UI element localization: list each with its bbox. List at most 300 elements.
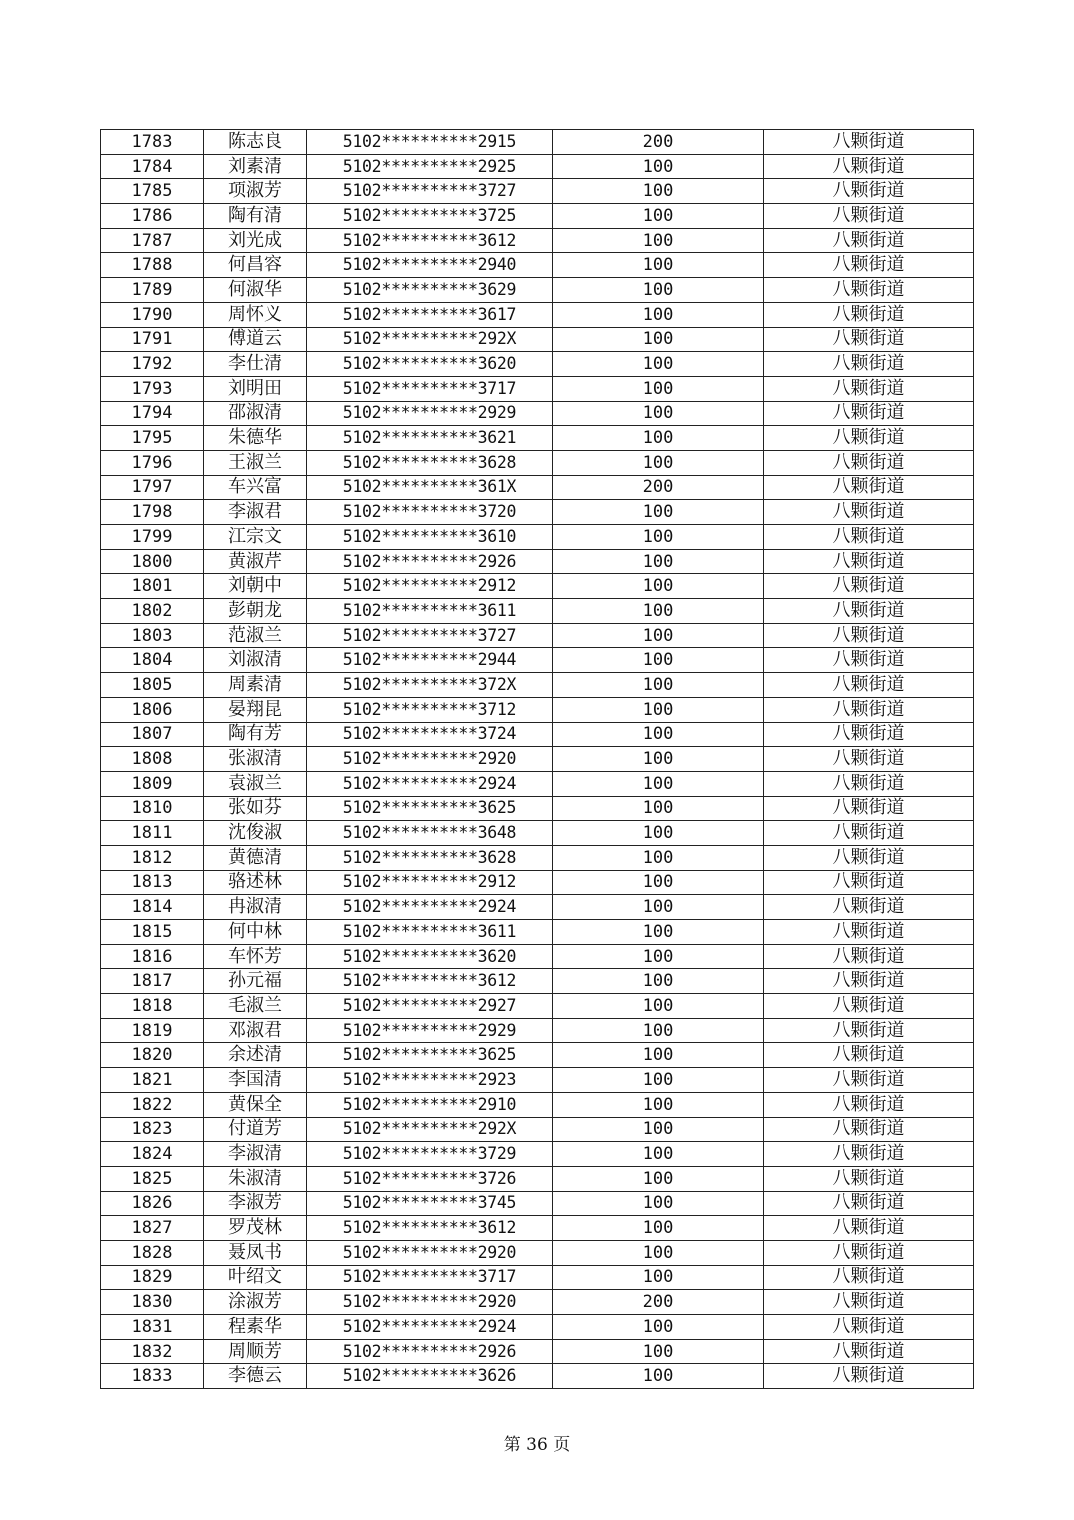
street-cell: 八颗街道 [764,376,974,401]
street-cell: 八颗街道 [764,994,974,1019]
table-row [101,1166,974,1191]
street-cell: 八颗街道 [764,450,974,475]
amount-cell: 100 [553,179,764,204]
street-cell: 八颗街道 [764,475,974,500]
street-cell: 八颗街道 [764,179,974,204]
roster-table [100,129,974,1389]
id-number-cell: 5102**********3621 [307,426,553,451]
serial-number-cell: 1818 [101,994,204,1019]
serial-number-cell: 1792 [101,352,204,377]
id-number-cell: 5102**********3620 [307,944,553,969]
name-cell: 聂凤书 [204,1240,307,1265]
street-cell: 八颗街道 [764,130,974,155]
table-row [101,1092,974,1117]
name-cell: 晏翔昆 [204,697,307,722]
name-cell: 李淑芳 [204,1191,307,1216]
name-cell: 朱德华 [204,426,307,451]
amount-cell: 100 [553,821,764,846]
serial-number-cell: 1803 [101,623,204,648]
name-cell: 付道芳 [204,1117,307,1142]
roster-table-body [101,130,974,1389]
id-number-cell: 5102**********3729 [307,1142,553,1167]
name-cell: 黄淑芹 [204,549,307,574]
table-row [101,599,974,624]
name-cell: 刘明田 [204,376,307,401]
name-cell: 程素华 [204,1315,307,1340]
id-number-cell: 5102**********2920 [307,747,553,772]
table-row [101,895,974,920]
table-row [101,1142,974,1167]
serial-number-cell: 1809 [101,771,204,796]
serial-number-cell: 1791 [101,327,204,352]
amount-cell: 100 [553,327,764,352]
serial-number-cell: 1797 [101,475,204,500]
amount-cell: 100 [553,352,764,377]
amount-cell: 100 [553,673,764,698]
street-cell: 八颗街道 [764,1092,974,1117]
street-cell: 八颗街道 [764,1117,974,1142]
amount-cell: 100 [553,1315,764,1340]
id-number-cell: 5102**********2912 [307,870,553,895]
name-cell: 李淑君 [204,500,307,525]
street-cell: 八颗街道 [764,228,974,253]
street-cell: 八颗街道 [764,1240,974,1265]
table-row [101,1117,974,1142]
id-number-cell: 5102**********3612 [307,228,553,253]
name-cell: 邓淑君 [204,1018,307,1043]
table-row [101,870,974,895]
id-number-cell: 5102**********3717 [307,1265,553,1290]
name-cell: 沈俊淑 [204,821,307,846]
amount-cell: 100 [553,1339,764,1364]
table-row [101,994,974,1019]
street-cell: 八颗街道 [764,352,974,377]
name-cell: 周素清 [204,673,307,698]
serial-number-cell: 1811 [101,821,204,846]
id-number-cell: 5102**********361X [307,475,553,500]
street-cell: 八颗街道 [764,1043,974,1068]
street-cell: 八颗街道 [764,1290,974,1315]
serial-number-cell: 1800 [101,549,204,574]
serial-number-cell: 1825 [101,1166,204,1191]
table-row [101,845,974,870]
street-cell: 八颗街道 [764,549,974,574]
id-number-cell: 5102**********3611 [307,920,553,945]
amount-cell: 100 [553,500,764,525]
serial-number-cell: 1784 [101,154,204,179]
amount-cell: 100 [553,549,764,574]
name-cell: 彭朝龙 [204,599,307,624]
amount-cell: 100 [553,228,764,253]
amount-cell: 100 [553,253,764,278]
amount-cell: 100 [553,722,764,747]
table-row [101,302,974,327]
table-row [101,253,974,278]
amount-cell: 100 [553,426,764,451]
street-cell: 八颗街道 [764,500,974,525]
table-row [101,204,974,229]
serial-number-cell: 1789 [101,278,204,303]
amount-cell: 100 [553,204,764,229]
id-number-cell: 5102**********3617 [307,302,553,327]
serial-number-cell: 1783 [101,130,204,155]
street-cell: 八颗街道 [764,1216,974,1241]
id-number-cell: 5102**********3612 [307,1216,553,1241]
amount-cell: 100 [553,1043,764,1068]
name-cell: 车兴富 [204,475,307,500]
amount-cell: 100 [553,1216,764,1241]
serial-number-cell: 1831 [101,1315,204,1340]
street-cell: 八颗街道 [764,1315,974,1340]
table-row [101,1068,974,1093]
street-cell: 八颗街道 [764,771,974,796]
street-cell: 八颗街道 [764,302,974,327]
id-number-cell: 5102**********2915 [307,130,553,155]
amount-cell: 100 [553,599,764,624]
serial-number-cell: 1805 [101,673,204,698]
id-number-cell: 5102**********2926 [307,549,553,574]
id-number-cell: 5102**********2944 [307,648,553,673]
serial-number-cell: 1826 [101,1191,204,1216]
street-cell: 八颗街道 [764,673,974,698]
serial-number-cell: 1796 [101,450,204,475]
name-cell: 范淑兰 [204,623,307,648]
table-row [101,426,974,451]
amount-cell: 100 [553,648,764,673]
table-row [101,747,974,772]
id-number-cell: 5102**********3726 [307,1166,553,1191]
serial-number-cell: 1788 [101,253,204,278]
street-cell: 八颗街道 [764,697,974,722]
table-row [101,1265,974,1290]
id-number-cell: 5102**********3610 [307,525,553,550]
street-cell: 八颗街道 [764,278,974,303]
street-cell: 八颗街道 [764,204,974,229]
table-row [101,1339,974,1364]
id-number-cell: 5102**********2940 [307,253,553,278]
street-cell: 八颗街道 [764,796,974,821]
id-number-cell: 5102**********2925 [307,154,553,179]
serial-number-cell: 1830 [101,1290,204,1315]
name-cell: 叶绍文 [204,1265,307,1290]
street-cell: 八颗街道 [764,253,974,278]
id-number-cell: 5102**********2912 [307,574,553,599]
street-cell: 八颗街道 [764,327,974,352]
amount-cell: 100 [553,697,764,722]
id-number-cell: 5102**********2924 [307,771,553,796]
page-number: 第 36 页 [503,1435,571,1455]
street-cell: 八颗街道 [764,969,974,994]
amount-cell: 100 [553,747,764,772]
id-number-cell: 5102**********3727 [307,179,553,204]
name-cell: 刘素清 [204,154,307,179]
street-cell: 八颗街道 [764,722,974,747]
id-number-cell: 5102**********2920 [307,1290,553,1315]
serial-number-cell: 1801 [101,574,204,599]
street-cell: 八颗街道 [764,623,974,648]
serial-number-cell: 1787 [101,228,204,253]
table-row [101,1364,974,1389]
serial-number-cell: 1819 [101,1018,204,1043]
name-cell: 江宗文 [204,525,307,550]
serial-number-cell: 1815 [101,920,204,945]
amount-cell: 100 [553,154,764,179]
name-cell: 车怀芳 [204,944,307,969]
id-number-cell: 5102**********292X [307,1117,553,1142]
table-row [101,179,974,204]
table-row [101,969,974,994]
name-cell: 王淑兰 [204,450,307,475]
amount-cell: 100 [553,969,764,994]
table-row [101,673,974,698]
amount-cell: 100 [553,1240,764,1265]
amount-cell: 100 [553,994,764,1019]
street-cell: 八颗街道 [764,1142,974,1167]
id-number-cell: 5102**********2910 [307,1092,553,1117]
table-row [101,228,974,253]
table-row [101,154,974,179]
table-row [101,944,974,969]
name-cell: 李淑清 [204,1142,307,1167]
serial-number-cell: 1810 [101,796,204,821]
id-number-cell: 5102**********3620 [307,352,553,377]
street-cell: 八颗街道 [764,426,974,451]
street-cell: 八颗街道 [764,1364,974,1389]
amount-cell: 100 [553,1166,764,1191]
id-number-cell: 5102**********3720 [307,500,553,525]
name-cell: 傅道云 [204,327,307,352]
name-cell: 张淑清 [204,747,307,772]
id-number-cell: 5102**********3745 [307,1191,553,1216]
name-cell: 朱淑清 [204,1166,307,1191]
table-row [101,401,974,426]
name-cell: 陶有清 [204,204,307,229]
serial-number-cell: 1822 [101,1092,204,1117]
id-number-cell: 5102**********2924 [307,895,553,920]
name-cell: 李仕清 [204,352,307,377]
street-cell: 八颗街道 [764,154,974,179]
name-cell: 黄保全 [204,1092,307,1117]
table-row [101,327,974,352]
name-cell: 何淑华 [204,278,307,303]
serial-number-cell: 1828 [101,1240,204,1265]
name-cell: 余述清 [204,1043,307,1068]
table-row [101,1216,974,1241]
table-row [101,1315,974,1340]
id-number-cell: 5102**********2927 [307,994,553,1019]
serial-number-cell: 1824 [101,1142,204,1167]
street-cell: 八颗街道 [764,895,974,920]
amount-cell: 100 [553,574,764,599]
serial-number-cell: 1829 [101,1265,204,1290]
table-row [101,450,974,475]
serial-number-cell: 1793 [101,376,204,401]
street-cell: 八颗街道 [764,920,974,945]
amount-cell: 100 [553,1018,764,1043]
amount-cell: 100 [553,796,764,821]
id-number-cell: 5102**********3725 [307,204,553,229]
name-cell: 刘光成 [204,228,307,253]
roster-table-container [100,129,973,1389]
table-row [101,796,974,821]
street-cell: 八颗街道 [764,845,974,870]
street-cell: 八颗街道 [764,1166,974,1191]
amount-cell: 100 [553,1068,764,1093]
id-number-cell: 5102**********2923 [307,1068,553,1093]
id-number-cell: 5102**********3724 [307,722,553,747]
street-cell: 八颗街道 [764,821,974,846]
street-cell: 八颗街道 [764,944,974,969]
id-number-cell: 5102**********3629 [307,278,553,303]
id-number-cell: 5102**********3626 [307,1364,553,1389]
table-row [101,525,974,550]
name-cell: 陈志良 [204,130,307,155]
id-number-cell: 5102**********292X [307,327,553,352]
id-number-cell: 5102**********3712 [307,697,553,722]
street-cell: 八颗街道 [764,1018,974,1043]
amount-cell: 100 [553,525,764,550]
serial-number-cell: 1807 [101,722,204,747]
id-number-cell: 5102**********2929 [307,401,553,426]
serial-number-cell: 1804 [101,648,204,673]
table-row [101,278,974,303]
name-cell: 毛淑兰 [204,994,307,1019]
serial-number-cell: 1823 [101,1117,204,1142]
serial-number-cell: 1814 [101,895,204,920]
name-cell: 黄德清 [204,845,307,870]
serial-number-cell: 1808 [101,747,204,772]
street-cell: 八颗街道 [764,870,974,895]
amount-cell: 200 [553,475,764,500]
name-cell: 袁淑兰 [204,771,307,796]
street-cell: 八颗街道 [764,401,974,426]
serial-number-cell: 1833 [101,1364,204,1389]
street-cell: 八颗街道 [764,1339,974,1364]
amount-cell: 100 [553,1117,764,1142]
table-row [101,1018,974,1043]
street-cell: 八颗街道 [764,747,974,772]
table-row [101,1043,974,1068]
table-row [101,352,974,377]
id-number-cell: 5102**********3727 [307,623,553,648]
id-number-cell: 5102**********372X [307,673,553,698]
amount-cell: 100 [553,1142,764,1167]
serial-number-cell: 1794 [101,401,204,426]
name-cell: 陶有芳 [204,722,307,747]
name-cell: 周怀义 [204,302,307,327]
street-cell: 八颗街道 [764,599,974,624]
id-number-cell: 5102**********3628 [307,450,553,475]
serial-number-cell: 1802 [101,599,204,624]
serial-number-cell: 1816 [101,944,204,969]
serial-number-cell: 1820 [101,1043,204,1068]
name-cell: 刘淑清 [204,648,307,673]
table-row [101,697,974,722]
name-cell: 李国清 [204,1068,307,1093]
amount-cell: 100 [553,401,764,426]
amount-cell: 100 [553,870,764,895]
street-cell: 八颗街道 [764,1068,974,1093]
amount-cell: 200 [553,1290,764,1315]
name-cell: 周顺芳 [204,1339,307,1364]
id-number-cell: 5102**********3628 [307,845,553,870]
street-cell: 八颗街道 [764,574,974,599]
amount-cell: 100 [553,302,764,327]
id-number-cell: 5102**********3625 [307,796,553,821]
name-cell: 罗茂林 [204,1216,307,1241]
id-number-cell: 5102**********3717 [307,376,553,401]
amount-cell: 100 [553,771,764,796]
serial-number-cell: 1832 [101,1339,204,1364]
table-row [101,500,974,525]
table-row [101,771,974,796]
serial-number-cell: 1817 [101,969,204,994]
amount-cell: 100 [553,376,764,401]
amount-cell: 100 [553,1191,764,1216]
id-number-cell: 5102**********3612 [307,969,553,994]
amount-cell: 100 [553,1364,764,1389]
amount-cell: 100 [553,450,764,475]
street-cell: 八颗街道 [764,648,974,673]
name-cell: 涂淑芳 [204,1290,307,1315]
serial-number-cell: 1786 [101,204,204,229]
name-cell: 项淑芳 [204,179,307,204]
amount-cell: 100 [553,623,764,648]
table-row [101,722,974,747]
amount-cell: 100 [553,845,764,870]
table-row [101,1290,974,1315]
serial-number-cell: 1795 [101,426,204,451]
table-row [101,574,974,599]
id-number-cell: 5102**********2926 [307,1339,553,1364]
amount-cell: 200 [553,130,764,155]
name-cell: 刘朝中 [204,574,307,599]
amount-cell: 100 [553,920,764,945]
table-row [101,1191,974,1216]
name-cell: 骆述林 [204,870,307,895]
table-row [101,549,974,574]
amount-cell: 100 [553,895,764,920]
amount-cell: 100 [553,1265,764,1290]
table-row [101,475,974,500]
table-row [101,130,974,155]
serial-number-cell: 1812 [101,845,204,870]
street-cell: 八颗街道 [764,525,974,550]
id-number-cell: 5102**********2924 [307,1315,553,1340]
serial-number-cell: 1785 [101,179,204,204]
name-cell: 孙元福 [204,969,307,994]
name-cell: 何昌容 [204,253,307,278]
table-row [101,821,974,846]
serial-number-cell: 1827 [101,1216,204,1241]
table-row [101,648,974,673]
id-number-cell: 5102**********2920 [307,1240,553,1265]
name-cell: 邵淑清 [204,401,307,426]
table-row [101,623,974,648]
id-number-cell: 5102**********3648 [307,821,553,846]
serial-number-cell: 1821 [101,1068,204,1093]
name-cell: 何中林 [204,920,307,945]
serial-number-cell: 1813 [101,870,204,895]
id-number-cell: 5102**********3625 [307,1043,553,1068]
name-cell: 张如芬 [204,796,307,821]
table-row [101,376,974,401]
id-number-cell: 5102**********2929 [307,1018,553,1043]
name-cell: 冉淑清 [204,895,307,920]
id-number-cell: 5102**********3611 [307,599,553,624]
street-cell: 八颗街道 [764,1265,974,1290]
serial-number-cell: 1790 [101,302,204,327]
